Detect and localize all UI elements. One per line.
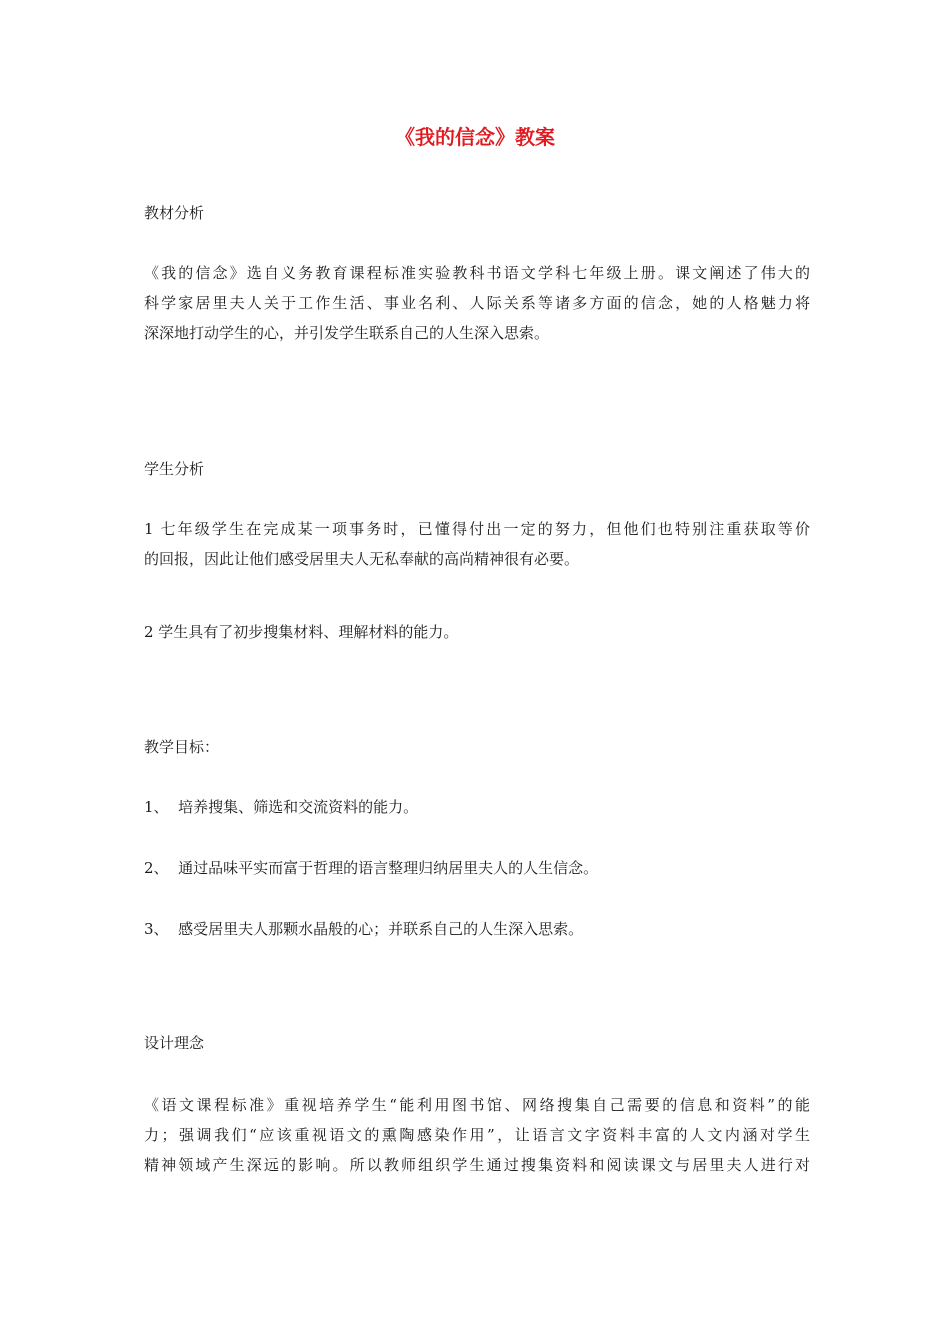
materials-paragraph [144,258,810,348]
section-heading-students: 学生分析 [144,460,205,478]
section-heading-materials: 教材分析 [144,204,205,222]
design-paragraph [144,1090,810,1180]
goal-item: 3、 感受居里夫人那颗水晶般的心；并联系自己的人生深入思索。 [144,920,584,938]
paragraph-line: 1 七年级学生在完成某一项事务时，已懂得付出一定的努力，但他们也特别注重获取等价 [144,520,810,538]
paragraph-line: 的回报，因此让他们感受居里夫人无私奉献的高尚精神很有必要。 [144,550,580,568]
students-item-1 [144,514,810,574]
paragraph-line: 《语文课程标准》重视培养学生“能利用图书馆、网络搜集自己需要的信息和资料”的能 [144,1096,810,1114]
paragraph-line: 精神领域产生深远的影响。所以教师组织学生通过搜集资料和阅读课文与居里夫人进行对 [144,1156,810,1174]
paragraph-line: 科学家居里夫人关于工作生活、事业名利、人际关系等诸多方面的信念，她的人格魅力将 [144,294,810,312]
document-title: 《我的信念》教案 [395,125,555,149]
paragraph-line: 力；强调我们“应该重视语文的熏陶感染作用”，让语言文字资料丰富的人文内涵对学生 [144,1126,810,1144]
section-heading-design: 设计理念 [144,1034,205,1052]
students-item-2: 2 学生具有了初步搜集材料、理解材料的能力。 [144,623,459,641]
goal-item: 2、 通过品味平实而富于哲理的语言整理归纳居里夫人的人生信念。 [144,859,599,877]
paragraph-line: 《我的信念》选自义务教育课程标准实验教科书语文学科七年级上册。课文阐述了伟大的 [144,264,810,282]
paragraph-line: 深深地打动学生的心，并引发学生联系自己的人生深入思索。 [144,324,550,342]
goal-item: 1、 培养搜集、筛选和交流资料的能力。 [144,798,419,816]
section-heading-goals: 教学目标： [144,738,220,756]
